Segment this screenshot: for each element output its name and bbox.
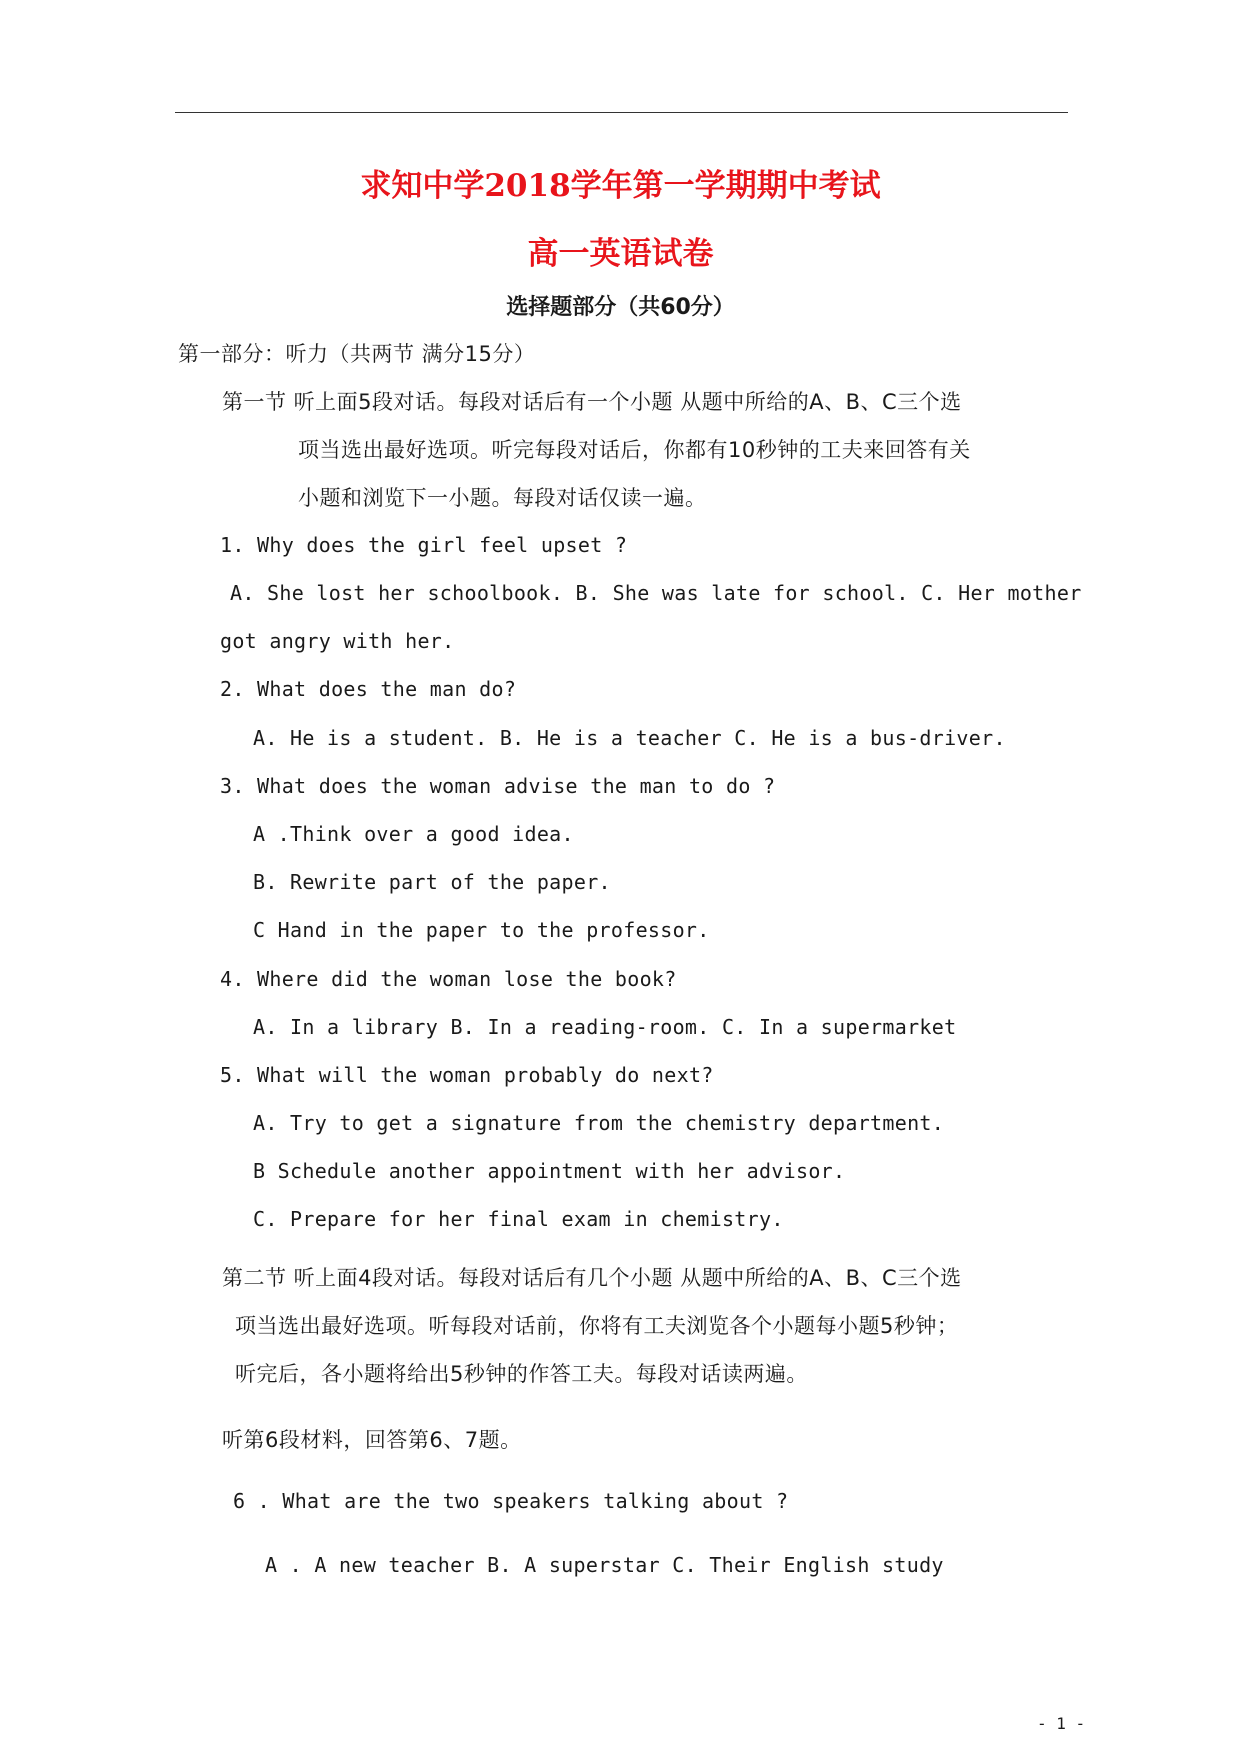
part1-heading: 第一部分：听力（共两节 满分15分） (178, 342, 536, 366)
question-3: 3. What does the woman advise the man to do ? (220, 774, 776, 798)
section2-instruction-line1: 第二节 听上面4段对话。每段对话后有几个小题 从题中所给的A、B、C三个选 (222, 1266, 962, 1290)
question-1-options-line2: got angry with her. (220, 629, 455, 653)
section2-instruction-line2: 项当选出最好选项。听每段对话前，你将有工夫浏览各个小题每小题5秒钟； (235, 1314, 959, 1338)
question-5-option-c: C. Prepare for her final exam in chemistry. (253, 1207, 784, 1231)
question-2: 2. What does the man do? (220, 677, 517, 701)
question-2-options: A. He is a student. B. He is a teacher C. He is a bus-driver. (253, 726, 1006, 750)
exam-title: 求知中学2018学年第一学期期中考试 (360, 168, 881, 204)
question-3-option-c: C Hand in the paper to the professor. (253, 918, 710, 942)
section-heading: 选择题部分（共60分） (506, 295, 735, 320)
question-5-option-a: A. Try to get a signature from the chemistry department. (253, 1111, 945, 1135)
question-1-options-line1: A. She lost her schoolbook. B. She was late for school. C. Her mother (230, 581, 1082, 605)
material-6-heading: 听第6段材料，回答第6、7题。 (222, 1428, 522, 1452)
section2-instruction-line3: 听完后，各小题将给出5秒钟的作答工夫。每段对话读两遍。 (235, 1362, 808, 1386)
question-6-options: A . A new teacher B. A superstar C. Their English study (265, 1553, 944, 1577)
question-1: 1. Why does the girl feel upset ? (220, 533, 628, 557)
question-3-option-a: A .Think over a good idea. (253, 822, 574, 846)
question-5: 5. What will the woman probably do next? (220, 1063, 714, 1087)
question-3-option-b: B. Rewrite part of the paper. (253, 870, 611, 894)
section1-instruction-line3: 小题和浏览下一小题。每段对话仅读一遍。 (298, 486, 707, 510)
question-4-options: A. In a library B. In a reading-room. C. In a supermarket (253, 1015, 957, 1039)
question-5-option-b: B Schedule another appointment with her advisor. (253, 1159, 846, 1183)
question-6: 6 . What are the two speakers talking about ? (233, 1489, 789, 1513)
section1-instruction-line1: 第一节 听上面5段对话。每段对话后有一个小题 从题中所给的A、B、C三个选 (222, 390, 962, 414)
exam-subtitle: 高一英语试卷 (527, 236, 714, 272)
question-4: 4. Where did the woman lose the book? (220, 967, 677, 991)
header-rule (175, 112, 1068, 113)
page-number: - 1 - (1037, 1714, 1086, 1733)
section1-instruction-line2: 项当选出最好选项。听完每段对话后，你都有10秒钟的工夫来回答有关 (298, 438, 971, 462)
